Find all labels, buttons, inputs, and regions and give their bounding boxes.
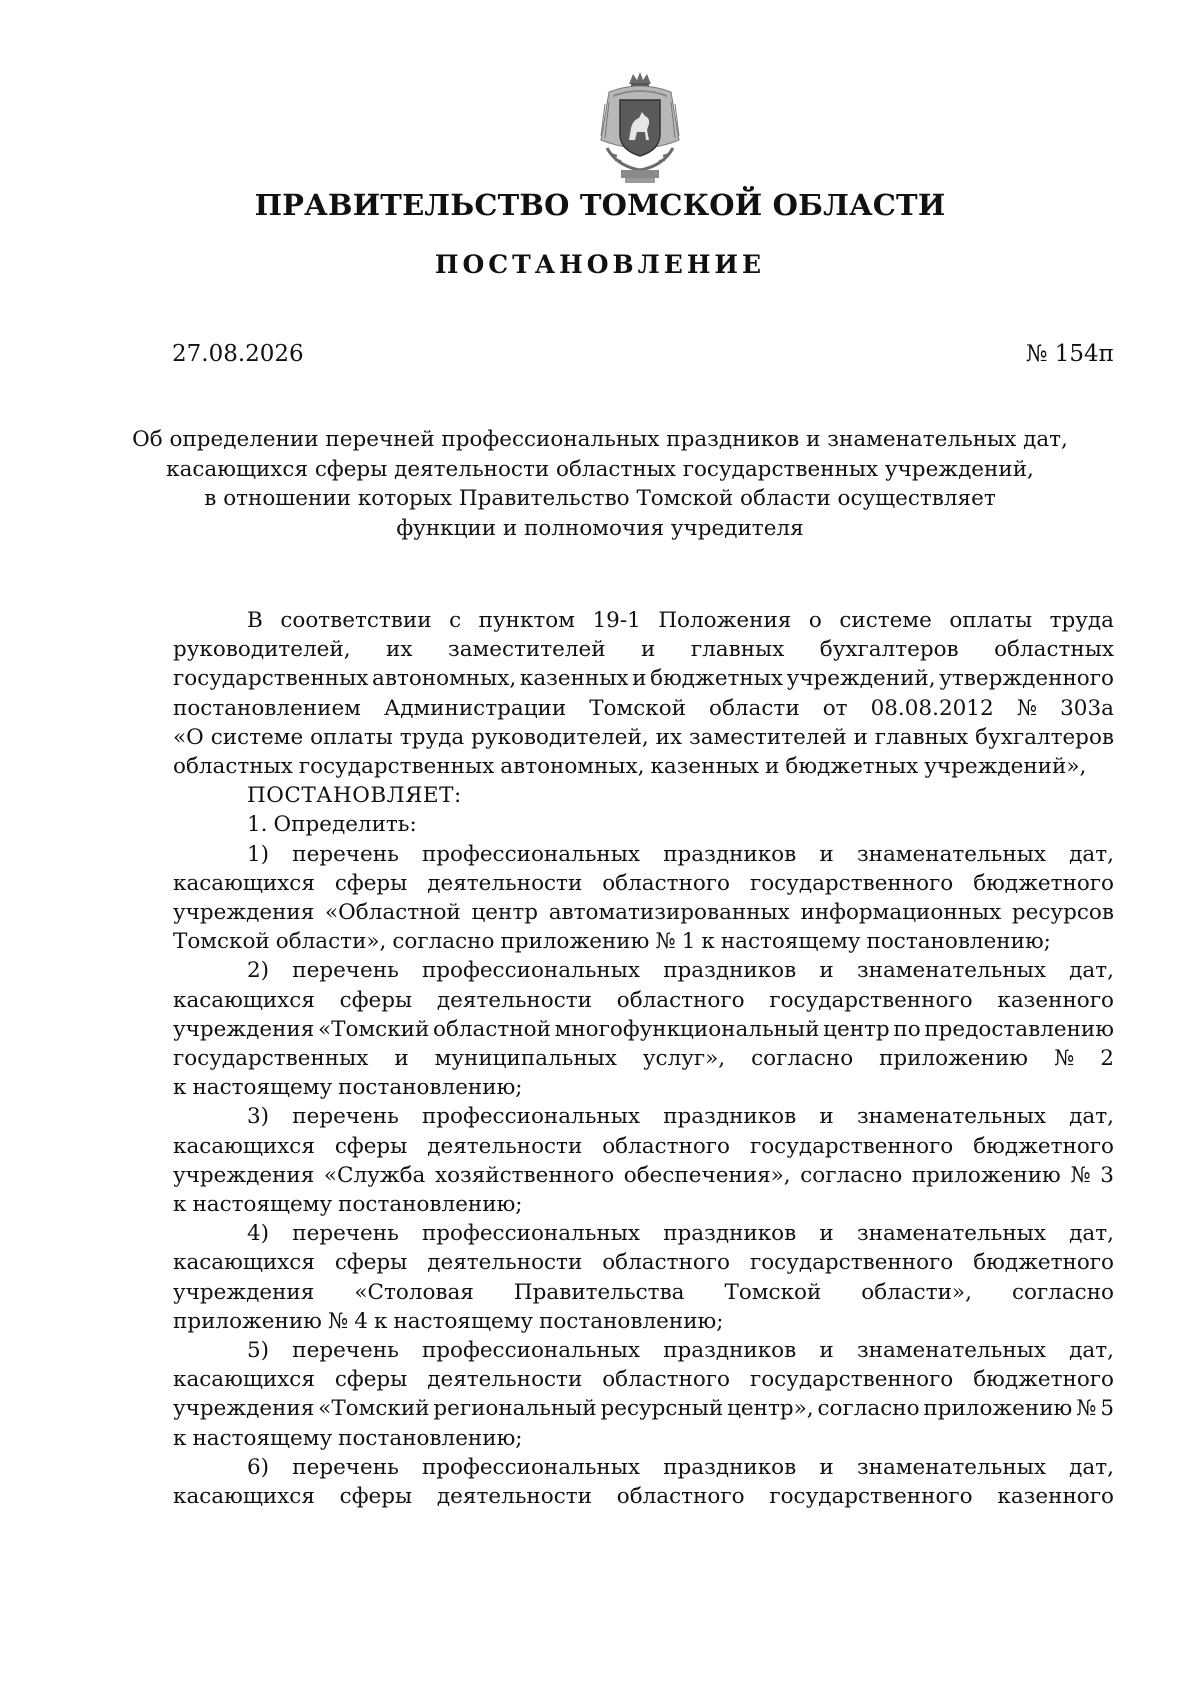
- body-line: Томской области», согласно приложению № 1 к настоящему постановлению;: [173, 929, 1051, 955]
- body-line: учреждения «Томский областной многофункциональный центр по предоставлению: [173, 1016, 1114, 1042]
- body-line: 3) перечень профессиональных праздников и знаменательных дат,: [247, 1104, 1114, 1130]
- subject-line: функции и полномочия учредителя: [396, 516, 804, 542]
- body-line: 1) перечень профессиональных праздников и знаменательных дат,: [247, 841, 1114, 867]
- body-line: к настоящему постановлению;: [173, 1425, 523, 1451]
- document-subject: [130, 425, 1070, 544]
- document-type: ПОСТАНОВЛЕНИЕ: [434, 250, 766, 279]
- body-line: приложению № 4 к настоящему постановлению;: [173, 1308, 724, 1334]
- body-line: учреждения «Служба хозяйственного обеспечения», согласно приложению № 3: [173, 1162, 1114, 1188]
- body-line: «О системе оплаты труда руководителей, их заместителей и главных бухгалтеров: [173, 724, 1114, 750]
- document-date: 27.08.2026: [172, 341, 304, 367]
- subject-line: касающихся сферы деятельности областных государственных учреждений,: [166, 456, 1034, 482]
- body-line: областных государственных автономных, казенных и бюджетных учреждений»,: [173, 754, 1087, 780]
- body-line: постановлением Администрации Томской области от 08.08.2012 № 303а: [173, 695, 1114, 721]
- government-title: ПРАВИТЕЛЬСТВО ТОМСКОЙ ОБЛАСТИ: [254, 188, 946, 222]
- coat-of-arms-emblem: [587, 70, 693, 186]
- body-line: 4) перечень профессиональных праздников и знаменательных дат,: [247, 1221, 1114, 1247]
- body-line: В соответствии с пунктом 19-1 Положения о системе оплаты труда: [247, 608, 1114, 633]
- body-line: касающихся сферы деятельности областного государственного казенного: [173, 987, 1114, 1013]
- body-line: 1. Определить:: [247, 812, 417, 838]
- document-number: № 154п: [1025, 341, 1114, 367]
- document-body: [173, 606, 1114, 1511]
- body-line: учреждения «Областной центр автоматизированных информационных ресурсов: [173, 900, 1114, 926]
- body-line: государственных автономных, казенных и бюджетных учреждений, утвержденного: [173, 666, 1114, 692]
- body-line: касающихся сферы деятельности областного государственного бюджетного: [173, 870, 1114, 896]
- body-line: к настоящему постановлению;: [173, 1075, 523, 1101]
- body-line: к настоящему постановлению;: [173, 1192, 523, 1218]
- body-line: 5) перечень профессиональных праздников и знаменательных дат,: [247, 1338, 1114, 1364]
- subject-line: Об определении перечней профессиональных праздников и знаменательных дат,: [132, 427, 1068, 452]
- body-line: учреждения «Томский региональный ресурсный центр», согласно приложению № 5: [173, 1396, 1114, 1422]
- body-line: касающихся сферы деятельности областного государственного бюджетного: [173, 1250, 1114, 1276]
- body-line: ПОСТАНОВЛЯЕТ:: [247, 783, 462, 809]
- body-line: касающихся сферы деятельности областного государственного бюджетного: [173, 1367, 1114, 1393]
- body-line: учреждения «Столовая Правительства Томской области», согласно: [173, 1279, 1114, 1305]
- subject-line: в отношении которых Правительство Томской области осуществляет: [204, 486, 996, 512]
- body-line: 6) перечень профессиональных праздников и знаменательных дат,: [247, 1454, 1114, 1480]
- body-line: руководителей, их заместителей и главных бухгалтеров областных: [173, 637, 1114, 663]
- body-line: 2) перечень профессиональных праздников и знаменательных дат,: [247, 958, 1114, 984]
- body-line: государственных и муниципальных услуг», согласно приложению № 2: [173, 1046, 1114, 1072]
- body-line: касающихся сферы деятельности областного государственного бюджетного: [173, 1133, 1114, 1159]
- body-line: касающихся сферы деятельности областного государственного казенного: [173, 1484, 1114, 1510]
